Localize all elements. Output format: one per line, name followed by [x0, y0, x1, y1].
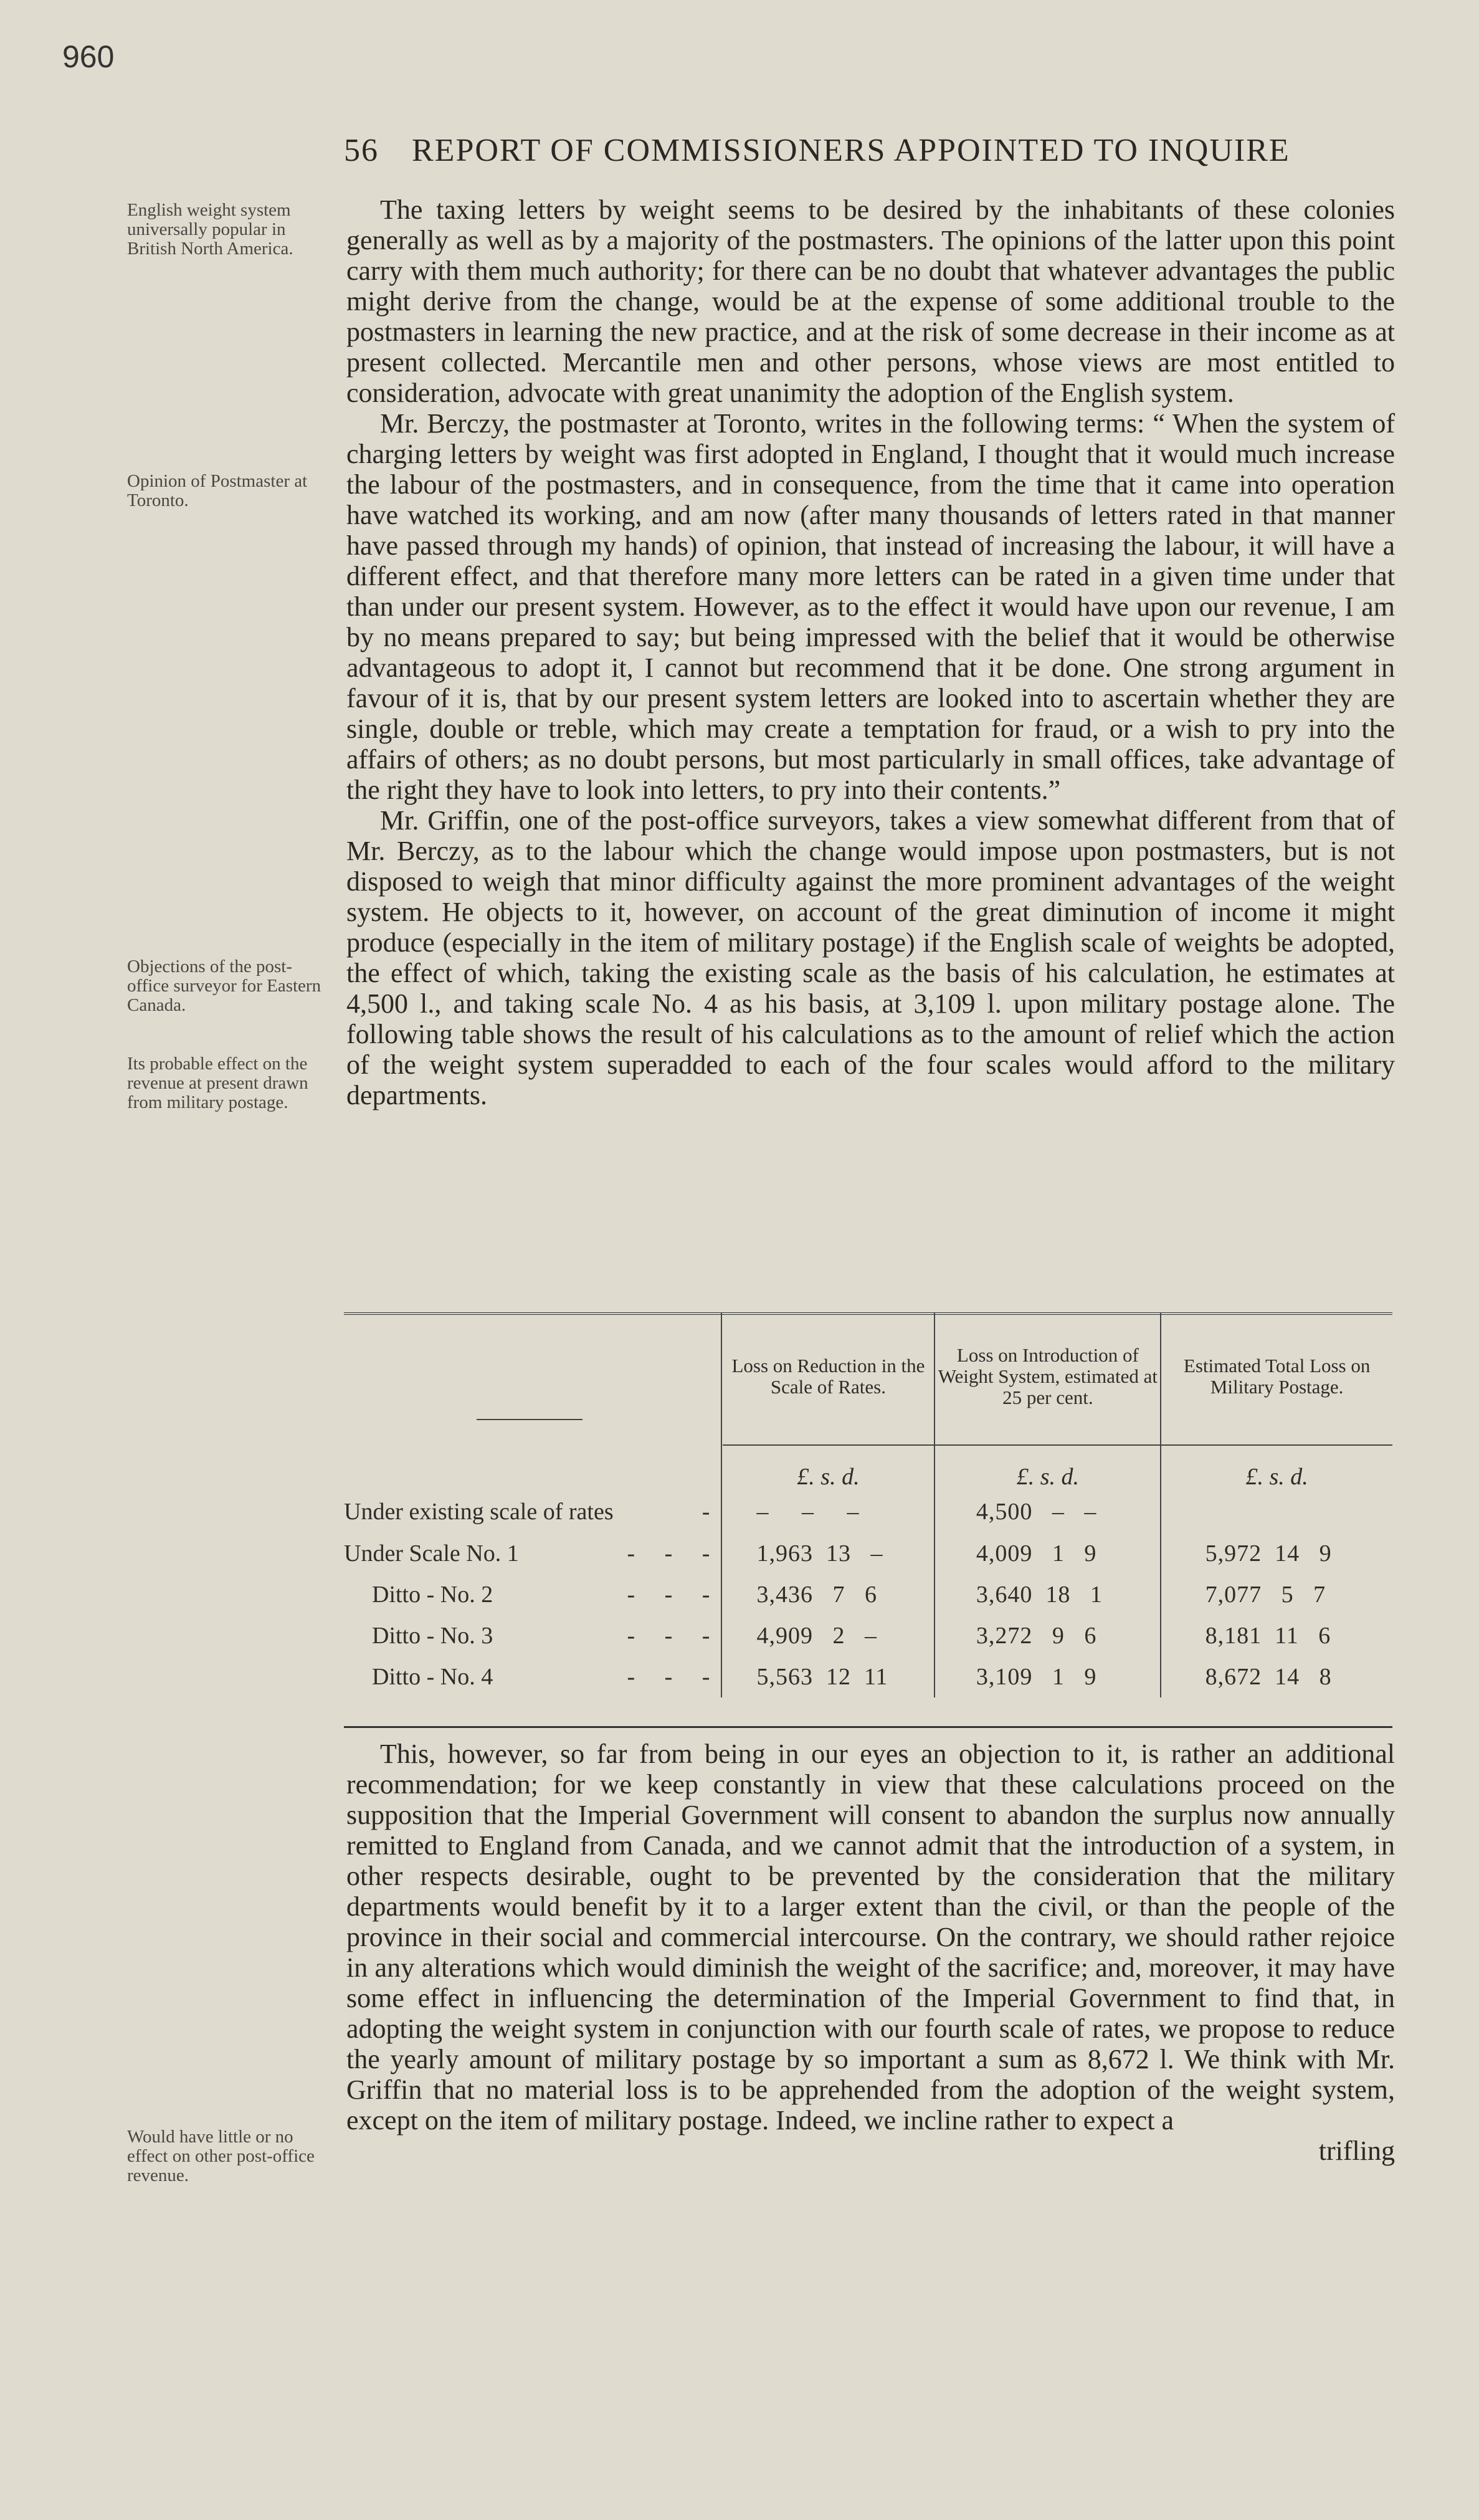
running-head: [344, 132, 1391, 169]
units-label: £. s. d.: [1161, 1441, 1392, 1491]
paragraph-recommendation: This, however, so far from being in our eyes an objection to it, is rather an additional recommendation; for we keep constantly in view that these calculations proceed on the supposition that the Imperial Government will consent to abandon the surplus now annually remitted to England from Canada, and we cannot admit that the introduction of a system, in other respects desirable, ought to be prevented by the consideration that the military departments would benefit by it to a larger extent than the civil, or than the people of the province in their social and commercial intercourse. On the contrary, we should rather rejoice in any alterations which would diminish the weight of the sacrifice; and, moreover, it may have some effect in influencing the determination of the Imperial Government to find that, in adopting the weight system in conjunction with our fourth scale of rates, we propose to reduce the yearly amount of military postage by so important a sum as 8,672 l. We think with Mr. Griffin that no material loss is to be apprehended from the adoption of the weight system, except on the item of military postage. Indeed, we incline rather to expect a: [346, 1739, 1395, 2136]
value-weight-system: 3,109 1 9: [976, 1664, 1097, 1690]
value-weight-system: 4,009 1 9: [976, 1540, 1097, 1567]
row-label: Ditto - No. 2: [372, 1582, 493, 1608]
row-leader: - - -: [627, 1664, 710, 1690]
table-row: [344, 1574, 1392, 1615]
col-header-weight-system: Loss on Introduction of Weight System, estimated at 25 per cent.: [934, 1312, 1161, 1441]
margin-note-toronto: Opinion of Postmaster at Toronto.: [127, 471, 308, 510]
margin-note-other-revenue: Would have little or no effect on other post-office revenue.: [127, 2127, 315, 2185]
value-total-loss: 5,972 14 9: [1205, 1540, 1332, 1567]
table-bottom-rule: [344, 1726, 1392, 1728]
paragraph-griffin: Mr. Griffin, one of the post-office surveyors, takes a view somewhat different from that of Mr. Berczy, as to the labour which the change would impose upon postmasters, but is not disposed to weigh that minor difficulty against the more prominent advantages of the weight system. He objects to it, however, on account of the great diminution of income it might produce (especially in the item of military postage) if the English scale of weights be adopted, the effect of which, taking the existing scale as the basis of his calculation, he estimates at 4,500 l., and taking scale No. 4 as his basis, at 3,109 l. upon military postage alone. The following table shows the result of his calculations as to the amount of relief which the action of the weight system superadded to each of the four scales would afford to the military departments.: [346, 805, 1395, 1110]
postage-loss-table: [344, 1312, 1392, 1697]
catchword: trifling: [1318, 2136, 1395, 2166]
table-stub-header: [344, 1312, 721, 1441]
value-weight-system: 4,500 – –: [976, 1499, 1097, 1525]
table-units-row: [344, 1441, 1392, 1491]
row-leader: -: [701, 1499, 710, 1525]
margin-note-objections: Objections of the post-office surveyor for Eastern Canada.: [127, 957, 321, 1015]
units-label: £. s. d.: [934, 1441, 1161, 1491]
row-label: Ditto - No. 3: [372, 1623, 493, 1649]
margin-note-weight-system: English weight system universally popular in British North America.: [127, 200, 293, 259]
margin-note-military-postage: Its probable effect on the revenue at present drawn from military postage.: [127, 1054, 308, 1112]
row-label: Ditto - No. 4: [372, 1664, 493, 1690]
row-leader: - - -: [627, 1623, 710, 1649]
paragraph-weight-system: The taxing letters by weight seems to be desired by the inhabitants of these colonies generally as well as by a majority of the postmasters. The opinions of the latter upon this point carry with them much authority; for there can be no doubt that whatever advantages the public might derive from the change, would be at the expense of some additional trouble to the postmasters in learning the new practice, and at the risk of some decrease in their income as at present collected. Mercantile men and other persons, whose views are most entitled to consideration, advocate with great unanimity the adoption of the English system.: [346, 194, 1395, 408]
value-weight-system: 3,640 18 1: [976, 1582, 1103, 1608]
value-reduction: 1,963 13 –: [756, 1540, 883, 1567]
row-leader: - - -: [627, 1540, 710, 1567]
paragraph-berczy: Mr. Berczy, the postmaster at Toronto, writes in the following terms: “ When the system of charging letters by weight was first adopted in England, I thought that it would much increase the labour of the postmasters, and in consequence, from the time that it came into operation have watched its working, and am now (after many thousands of letters rated in that manner have passed through my hands) of opinion, that instead of increasing the labour, it will have a different effect, and that therefore many more letters can be rated in a given time under that than under our present system. However, as to the effect it would have upon our revenue, I am by no means prepared to say; but being impressed with the belief that it would be otherwise advantageous to adopt it, I cannot but recommend that it be done. One strong argument in favour of it is, that by our present system letters are looked into to ascertain whether they are single, double or treble, which may create a temptation for fraud, or a wish to pry into the affairs of others; as no doubt persons, but most particularly in small offices, take advantage of the right they have to look into letters, to pry into their contents.”: [346, 408, 1395, 805]
value-reduction: 3,436 7 6: [756, 1582, 877, 1608]
running-head-title: REPORT OF COMMISSIONERS APPOINTED TO INQUIRE: [412, 133, 1290, 168]
value-reduction: 5,563 12 11: [756, 1664, 888, 1690]
text-block-lower: [346, 1739, 1395, 2166]
col-header-total-loss: Estimated Total Loss on Military Postage.: [1161, 1312, 1392, 1441]
table-row: [344, 1491, 1392, 1533]
col-header-reduction: Loss on Reduction in the Scale of Rates.: [721, 1312, 934, 1441]
value-total-loss: 8,672 14 8: [1205, 1664, 1332, 1690]
value-reduction: – – –: [756, 1499, 860, 1525]
table-header-row: [344, 1312, 1392, 1441]
value-weight-system: 3,272 9 6: [976, 1623, 1097, 1649]
row-leader: - - -: [627, 1582, 710, 1608]
table-row: [344, 1656, 1392, 1697]
table-row: [344, 1533, 1392, 1574]
units-label: £. s. d.: [721, 1441, 934, 1491]
text-block-upper: [346, 194, 1395, 1110]
value-total-loss: 7,077 5 7: [1205, 1582, 1326, 1608]
row-label: Under existing scale of rates: [344, 1499, 614, 1525]
running-head-page: 56: [344, 133, 379, 168]
page-number: 960: [62, 39, 115, 74]
value-reduction: 4,909 2 –: [756, 1623, 877, 1649]
row-label: Under Scale No. 1: [344, 1540, 519, 1567]
table-row: [344, 1615, 1392, 1656]
value-total-loss: 8,181 11 6: [1205, 1623, 1331, 1649]
